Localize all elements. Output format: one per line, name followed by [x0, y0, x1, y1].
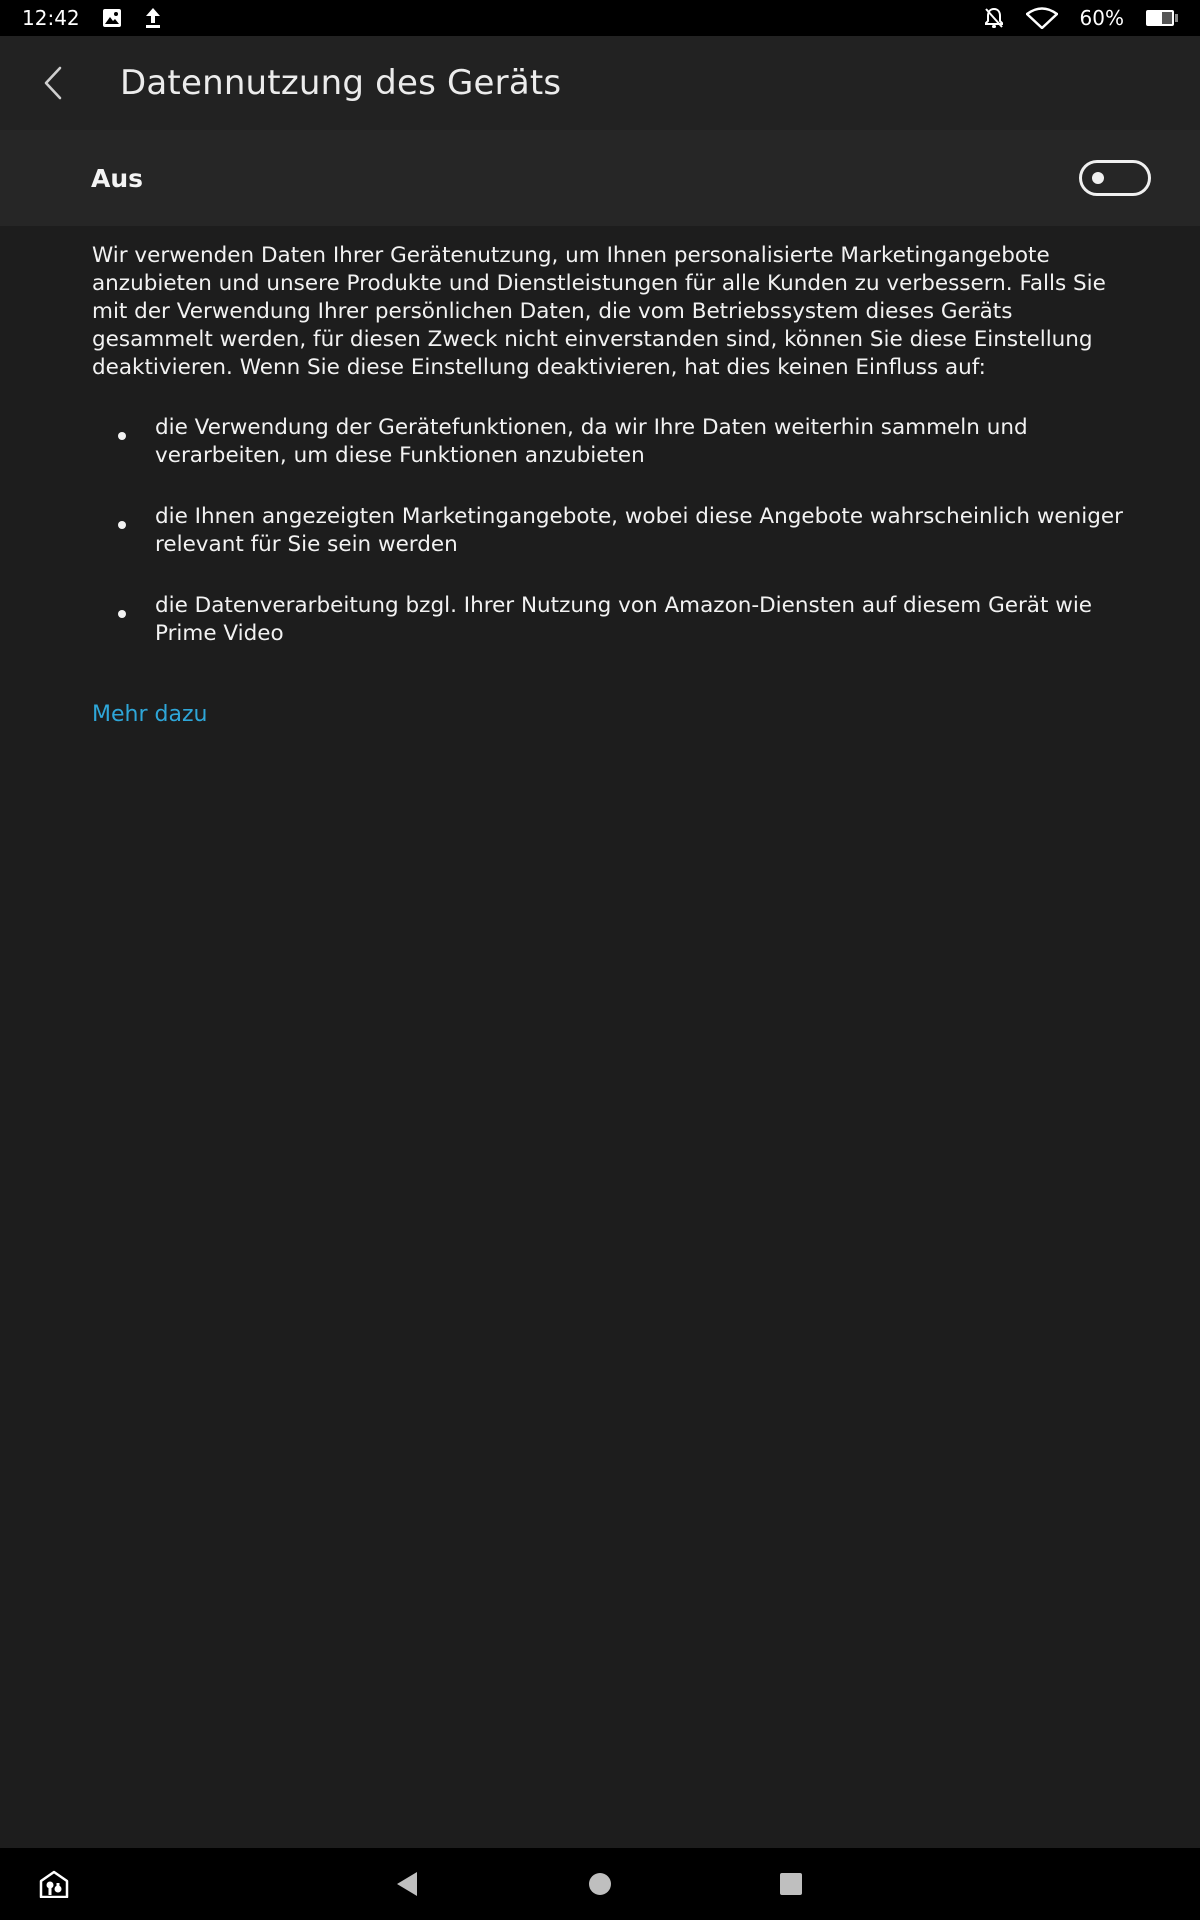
bullet-dot [118, 610, 126, 618]
content [92, 242, 1137, 727]
back-triangle-icon [395, 1871, 419, 1897]
chevron-left-icon [42, 65, 64, 101]
list-item-text: die Datenverarbeitung bzgl. Ihrer Nutzung von Amazon-Diensten auf diesem Gerät wie Prime Video [155, 593, 1093, 646]
battery-icon [1146, 10, 1178, 26]
home-nav-button[interactable] [564, 1848, 636, 1920]
list-item-text: die Ihnen angezeigten Marketingangebote, wobei diese Angebote wahrscheinlich weniger relevant für Sie sein werden [155, 504, 1123, 557]
bullet-dot [118, 432, 126, 440]
battery-percent: 60% [1079, 6, 1124, 30]
status-time: 12:42 [22, 6, 80, 30]
status-left [22, 6, 162, 30]
app-bar [0, 36, 1200, 130]
page-title: Datennutzung des Geräts [120, 63, 562, 103]
back-nav-button[interactable] [371, 1848, 443, 1920]
navigation-bar [0, 1848, 1200, 1920]
toggle-knob [1092, 172, 1104, 184]
list-item [92, 592, 1137, 648]
image-notification-icon [102, 8, 122, 28]
list-item [92, 414, 1137, 470]
alexa-home-button[interactable] [18, 1848, 90, 1920]
status-right [984, 6, 1178, 30]
more-info-link[interactable]: Mehr dazu [92, 702, 208, 727]
recents-square-icon [779, 1872, 803, 1896]
bullet-list [92, 414, 1137, 648]
wifi-icon [1026, 7, 1058, 29]
setting-state-label: Aus [91, 163, 144, 193]
back-button[interactable] [0, 36, 100, 130]
alexa-home-icon [38, 1870, 70, 1898]
upload-icon [144, 7, 162, 29]
setting-toggle-row[interactable] [0, 130, 1200, 226]
list-item [92, 503, 1137, 559]
home-circle-icon [588, 1872, 612, 1896]
recents-nav-button[interactable] [755, 1848, 827, 1920]
list-item-text: die Verwendung der Gerätefunktionen, da wir Ihre Daten weiterhin sammeln und verarbeiten, um diese Funktionen anzubieten [155, 415, 1028, 468]
status-bar [0, 0, 1200, 36]
bullet-dot [118, 521, 126, 529]
intro-text: Wir verwenden Daten Ihrer Gerätenutzung, um Ihnen personalisierte Marketingangebote anzubieten und unsere Produkte und Dienstleistungen für alle Kunden zu verbessern. Falls Sie mit der Verwendung Ihrer persönlichen Daten, die vom Betriebssystem dieses Geräts gesammelt werden, für diesen Zweck nicht einverstanden sind, können Sie diese Einstellung deaktivieren. Wenn Sie diese Einstellung deaktivieren, hat dies keinen Einfluss auf: [92, 243, 1106, 380]
notifications-off-icon [984, 7, 1004, 29]
battery-level-fill [1148, 12, 1162, 24]
data-usage-toggle[interactable] [1079, 160, 1151, 196]
